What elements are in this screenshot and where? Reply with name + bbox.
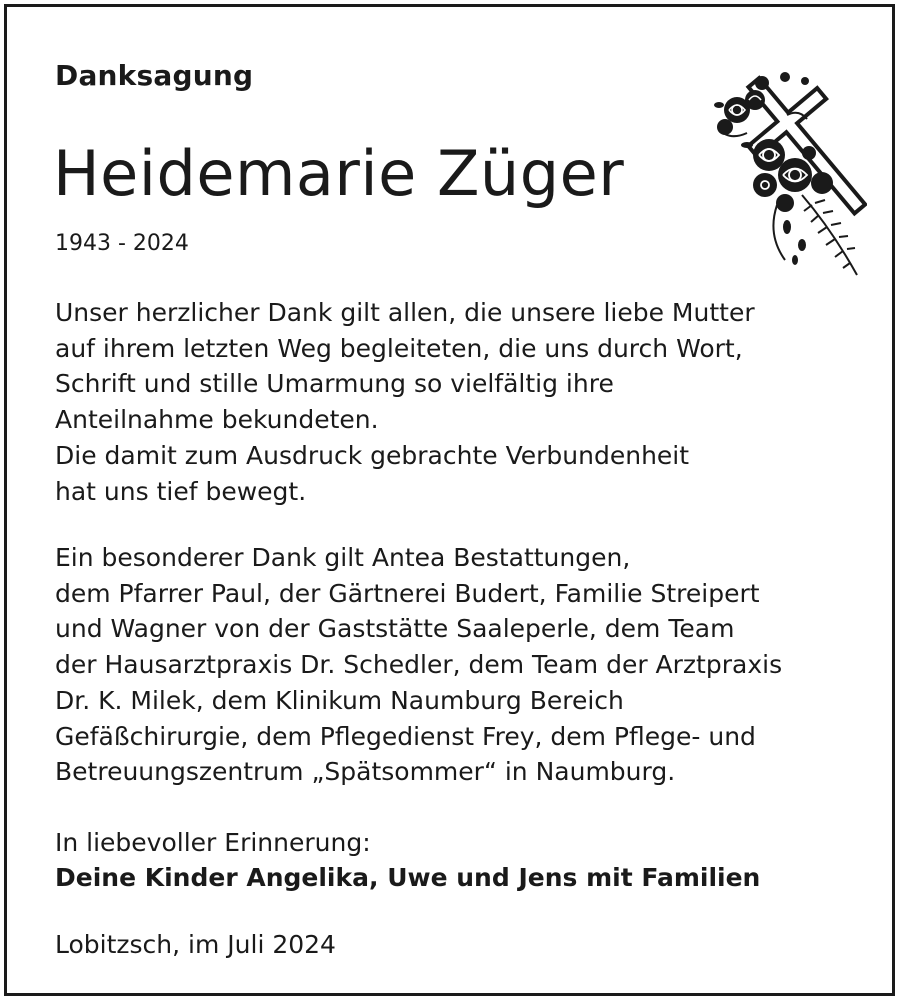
signers: Deine Kinder Angelika, Uwe und Jens mit Familien bbox=[55, 863, 761, 892]
text-line: Schrift und stille Umarmung so vielfältig ihre bbox=[55, 369, 614, 399]
text-line: der Hausarztpraxis Dr. Schedler, dem Team der Arztpraxis bbox=[55, 650, 783, 680]
text-line: Gefäßchirurgie, dem Pflegedienst Frey, dem Pflege- und bbox=[55, 721, 756, 751]
notice-heading: Danksagung bbox=[55, 59, 254, 92]
text-line: Ein besonderer Dank gilt Antea Bestattungen, bbox=[55, 543, 631, 572]
thanks-paragraph bbox=[55, 295, 755, 509]
text-line: dem Pfarrer Paul, der Gärtnerei Budert, Familie Streipert bbox=[55, 578, 760, 608]
text-line: Dr. K. Milek, dem Klinikum Naumburg Bereich bbox=[55, 685, 624, 715]
deceased-name: Heidemarie Züger bbox=[53, 137, 625, 210]
cross-with-roses-icon bbox=[707, 55, 867, 280]
text-line: auf ihrem letzten Weg begleiteten, die uns durch Wort, bbox=[55, 333, 743, 363]
text-line: Die damit zum Ausdruck gebrachte Verbundenheit bbox=[55, 440, 690, 470]
special-thanks-paragraph bbox=[55, 540, 782, 790]
text-line: Betreuungszentrum „Spätsommer“ in Naumburg. bbox=[55, 757, 676, 787]
life-years: 1943 - 2024 bbox=[55, 231, 189, 256]
text-line: hat uns tief bewegt. bbox=[55, 476, 307, 506]
text-line: Unser herzlicher Dank gilt allen, die unsere liebe Mutter bbox=[55, 298, 755, 327]
text-line: und Wagner von der Gaststätte Saaleperle, dem Team bbox=[55, 614, 735, 644]
closing-line: In liebevoller Erinnerung: bbox=[55, 828, 371, 857]
text-line: Anteilnahme bekundeten. bbox=[55, 405, 379, 435]
obituary-card bbox=[4, 4, 895, 996]
place-date: Lobitzsch, im Juli 2024 bbox=[55, 930, 336, 959]
